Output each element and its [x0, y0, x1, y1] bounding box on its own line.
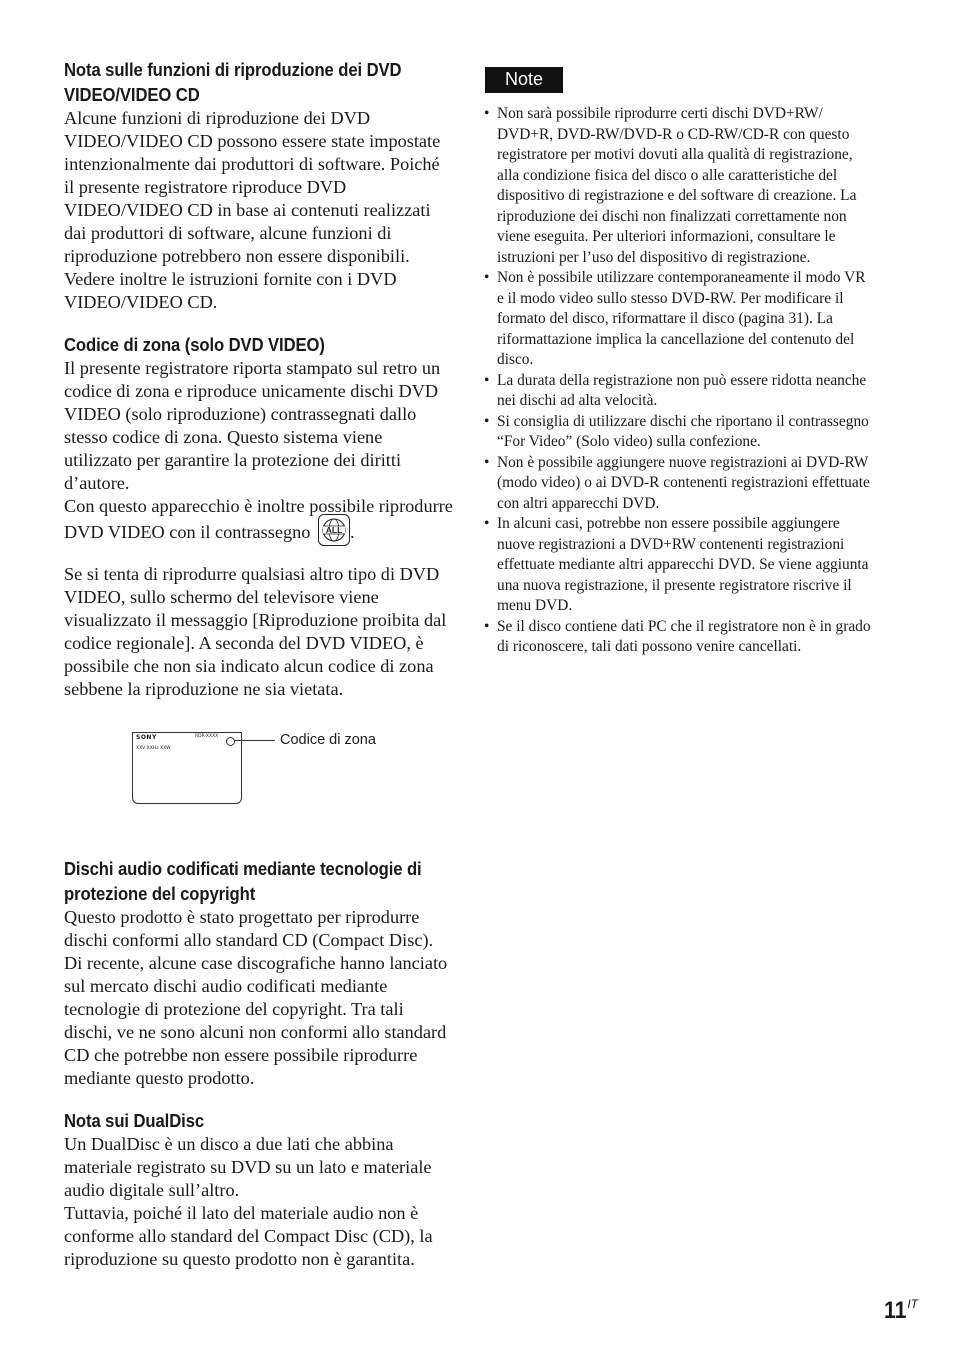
note-item: • Se il disco contiene dati PC che il registratore non è in grado di riconoscere, tali dati possono venire cancellati.	[484, 617, 871, 655]
note-item: • Si consiglia di utilizzare dischi che riportano il contrassegno “For Video” (Solo video) sulla confezione.	[484, 412, 869, 450]
copyright-text: Questo prodotto è stato progettato per riprodurre dischi conformi allo standard CD (Compact Disc). Di recente, alcune case discografiche hanno lanciato sul mercato dischi audio codificati mediante tecnologie di protezione del copyright. Tra tali dischi, ve ne sono alcuni non conformi allo standard CD che potrebbe non essere possibile riprodurre mediante questo prodotto.	[64, 907, 448, 1088]
heading-playback-functions: Nota sulle funzioni di riproduzione dei DVD VIDEO/VIDEO CD	[64, 59, 402, 105]
left-column	[64, 57, 454, 1271]
playback-functions-text: Alcune funzioni di riproduzione dei DVD VIDEO/VIDEO CD possono essere state impostate intenzionalmente dai produttori di software. Poiché il presente registratore riproduce DVD VIDEO/VIDEO CD in base ai contenuti realizzati dai produttori di software, alcune funzioni di riproduzione potrebbero non essere disponibili. Vedere inoltre le istruzioni fornite con i DVD VIDEO/VIDEO CD.	[64, 108, 441, 312]
region-code-section	[64, 332, 454, 838]
region-all-globe-icon	[318, 514, 350, 546]
region-all-period: .	[350, 522, 355, 543]
callout-line	[235, 740, 275, 741]
heading-dualdisc: Nota sui DualDisc	[64, 1110, 205, 1131]
note-item: • Non sarà possibile riprodurre certi dischi DVD+RW/ DVD+R, DVD-RW/DVD-R o CD-RW/CD-R con questo registratore per motivi dovuti alla qualità di registrazione, alla condizione fisica del disco o alle caratteristiche del dispositivo di registrazione e del software di creazione. La riproduzione dei dischi non finalizzati correttamente non viene eseguita. Per ulteriori informazioni, consultare le istruzioni per l’uso del dispositivo di registrazione.	[484, 105, 857, 266]
region-all-text	[64, 495, 454, 550]
page-number	[881, 1297, 918, 1325]
region-all-sentence: Con questo apparecchio è inoltre possibile riprodurre DVD VIDEO con il contrassegno	[64, 496, 453, 543]
region-error-text: Se si tenta di riprodurre qualsiasi altro tipo di DVD VIDEO, sullo schermo del televisore viene visualizzato il messaggio [Riproduzione proibita dal codice regionale]. A seconda del DVD VIDEO, è possibile che non sia indicato alcun codice di zona sebbene la riproduzione ne sia vietata.	[64, 564, 447, 699]
rear-panel-illustration	[132, 732, 242, 804]
region-mark-icon	[226, 737, 235, 746]
note-item: • Non è possibile utilizzare contemporaneamente il modo VR e il modo video sullo stesso DVD-RW. Per modificare il formato del disco, riformattare il disco (pagina 31). La riformattazione implica la cancellazione del contenuto del disco.	[484, 269, 866, 368]
page-number-value: 11	[883, 1297, 907, 1324]
page-language: IT	[907, 1297, 918, 1311]
right-column	[484, 67, 874, 658]
note-item: • In alcuni casi, potrebbe non essere possibile aggiungere nuove registrazioni a DVD+RW contenenti registrazioni effettuate mediante altri apparecchi DVD. Se viene aggiunta una nuova registrazione, il presente registratore riscrive il menu DVD.	[484, 515, 869, 614]
region-code-figure	[64, 732, 454, 838]
bullet-icon: •	[484, 412, 490, 430]
model-label: RDR-XXXX	[195, 734, 219, 739]
notes-list	[484, 104, 874, 658]
dualdisc-text-1: Un DualDisc è un disco a due lati che abbina materiale registrato su DVD su un lato e materiale audio digitale sull’altro.	[64, 1134, 432, 1200]
brand-label: SONY	[136, 734, 157, 741]
spec-label: XXV XXHz XXW	[136, 746, 171, 751]
note-item: • Non è possibile aggiungere nuove registrazioni ai DVD-RW (modo video) o ai DVD-R contenenti registrazioni effettuate con altri apparecchi DVD.	[484, 453, 870, 512]
bullet-icon: •	[484, 617, 490, 635]
copyright-section	[64, 856, 454, 1090]
note-item: • La durata della registrazione non può essere ridotta neanche nei dischi ad alta velocità.	[484, 371, 867, 409]
note-badge: Note	[485, 67, 563, 93]
dualdisc-section	[64, 1108, 454, 1271]
bullet-icon: •	[484, 269, 490, 286]
region-code-text: Il presente registratore riporta stampato sul retro un codice di zona e riproduce unicamente dischi DVD VIDEO (solo riproduzione) contrassegnati dallo stesso codice di zona. Questo sistema viene utilizzato per garantire la protezione dei diritti d’autore.	[64, 358, 441, 493]
bullet-icon: •	[484, 515, 490, 532]
heading-copyright: Dischi audio codificati mediante tecnologie di protezione del copyright	[64, 858, 422, 904]
heading-region-code: Codice di zona (solo DVD VIDEO)	[64, 334, 325, 355]
bullet-icon: •	[484, 453, 490, 471]
dualdisc-text-2: Tuttavia, poiché il lato del materiale audio non è conforme allo standard del Compact Disc (CD), la riproduzione su questo prodotto non è garantita.	[64, 1203, 433, 1269]
bullet-icon: •	[484, 105, 490, 122]
callout-label: Codice di zona	[280, 732, 376, 748]
bullet-icon: •	[484, 371, 490, 389]
region-all-logo-text: ALL	[325, 525, 343, 535]
